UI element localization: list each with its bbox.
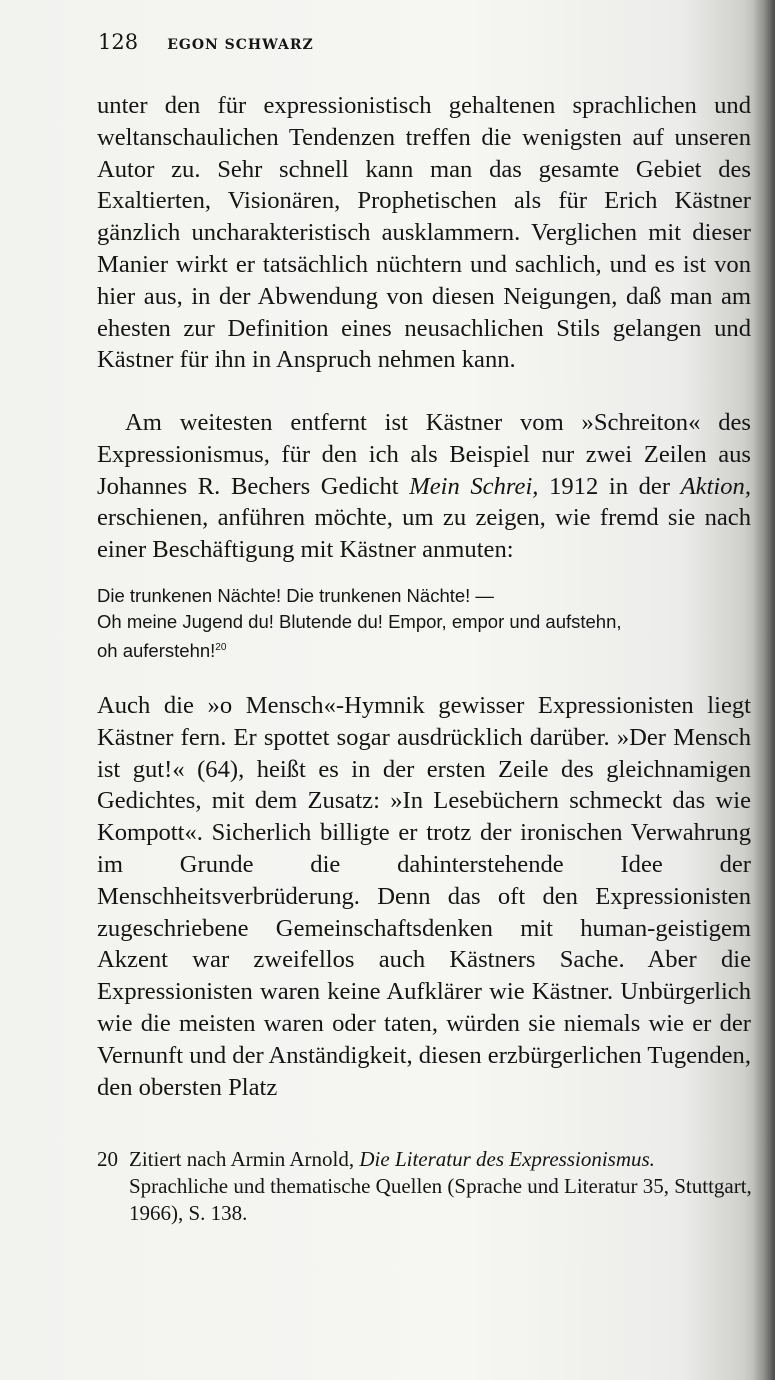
quote-line-2: Oh meine Jugend du! Blutende du! Empor, empor und aufstehn, xyxy=(97,611,622,632)
running-head-author: EGON SCHWARZ xyxy=(167,37,314,53)
paragraph-2-text xyxy=(97,407,751,566)
page-edge-shadow xyxy=(753,0,775,1380)
quote-line-1: Die trunkenen Nächte! Die trunkenen Nächte! — xyxy=(97,585,494,606)
paragraph-3-text: Auch die »o Mensch«-Hymnik gewisser Expressionisten liegt Kästner fern. Er spottet sogar ausdrücklich darüber. »Der Mensch ist gut!« (64), heißt es in der ersten Zeile des gleichnamigen Gedichtes, mit dem Zusatz: »In Lesebüchern schmeckt das wie Kompott«. Sicherlich billigte er trotz der ironischen Verwahrung im Grunde die dahinterstehende Idee der Menschheitsverbrüderung. Denn das oft den Expressionisten zugeschriebene Gemeinschaftsdenken mit human-geistigem Akzent war zweifellos auch Kästners Sache. Aber die Expressionisten waren keine Aufklärer wie Kästner. Unbürgerlich wie die meisten waren oder taten, würden sie niemals wie er der Vernunft und der Anständigkeit, diesen erzbürgerlichen Tugenden, den obersten Platz xyxy=(97,692,751,1101)
paragraph-3 xyxy=(97,690,751,1103)
quote-line-3-text: oh auferstehn! xyxy=(97,640,216,662)
paragraph-2-part3: erschienen, anführen möchte, um zu zeigen, wie fremd sie nach einer Beschäftigung mit Kästner anmuten: xyxy=(97,504,751,564)
paragraph-2-part1: Am weitesten entfernt ist Kästner vom »Schreiton« des Expressionismus, für den ich als Beispiel nur zwei Zeilen aus Johannes R. Bechers Gedicht xyxy=(97,409,751,500)
running-header xyxy=(98,30,314,54)
journal-title: Aktion, xyxy=(680,472,751,500)
paragraph-2 xyxy=(97,407,751,566)
paragraph-1-text: unter den für expressionistisch gehaltenen sprachlichen und weltanschaulichen Tendenzen treffen die wenigsten auf unseren Autor zu. Sehr schnell kann man das gesamte Gebiet des Exaltierten, Visionären, Prophetischen als für Erich Kästner gänzlich uncharakteristisch ausklammern. Verglichen mit dieser Manier wirkt er tatsächlich nüchtern und sachlich, und es ist von hier aus, in der Abwendung von diesen Neigungen, daß man am ehesten zur Definition eines neusachlichen Stils gelangen und Kästner für ihn in Anspruch nehmen kann. xyxy=(97,92,751,374)
footnote-lead: Zitiert nach Armin Arnold, xyxy=(129,1147,360,1171)
footnote-reference: 20 xyxy=(215,642,227,653)
poem-title: Mein Schrei, xyxy=(409,472,539,500)
footnote-continuation: Sprachliche und thematische Quellen (Sprache und Literatur 35, Stuttgart, 1966), S. 138. xyxy=(129,1174,752,1225)
footnote xyxy=(97,1146,753,1227)
page-number: 128 xyxy=(98,30,139,54)
paragraph-1 xyxy=(97,90,751,376)
quote-line-3 xyxy=(97,635,751,664)
footnote-book-title: Die Literatur des Expressionismus. xyxy=(359,1147,655,1171)
footnote-number: 20 xyxy=(97,1147,118,1171)
block-quote xyxy=(97,583,751,664)
paragraph-2-part2: 1912 in der xyxy=(538,472,681,500)
